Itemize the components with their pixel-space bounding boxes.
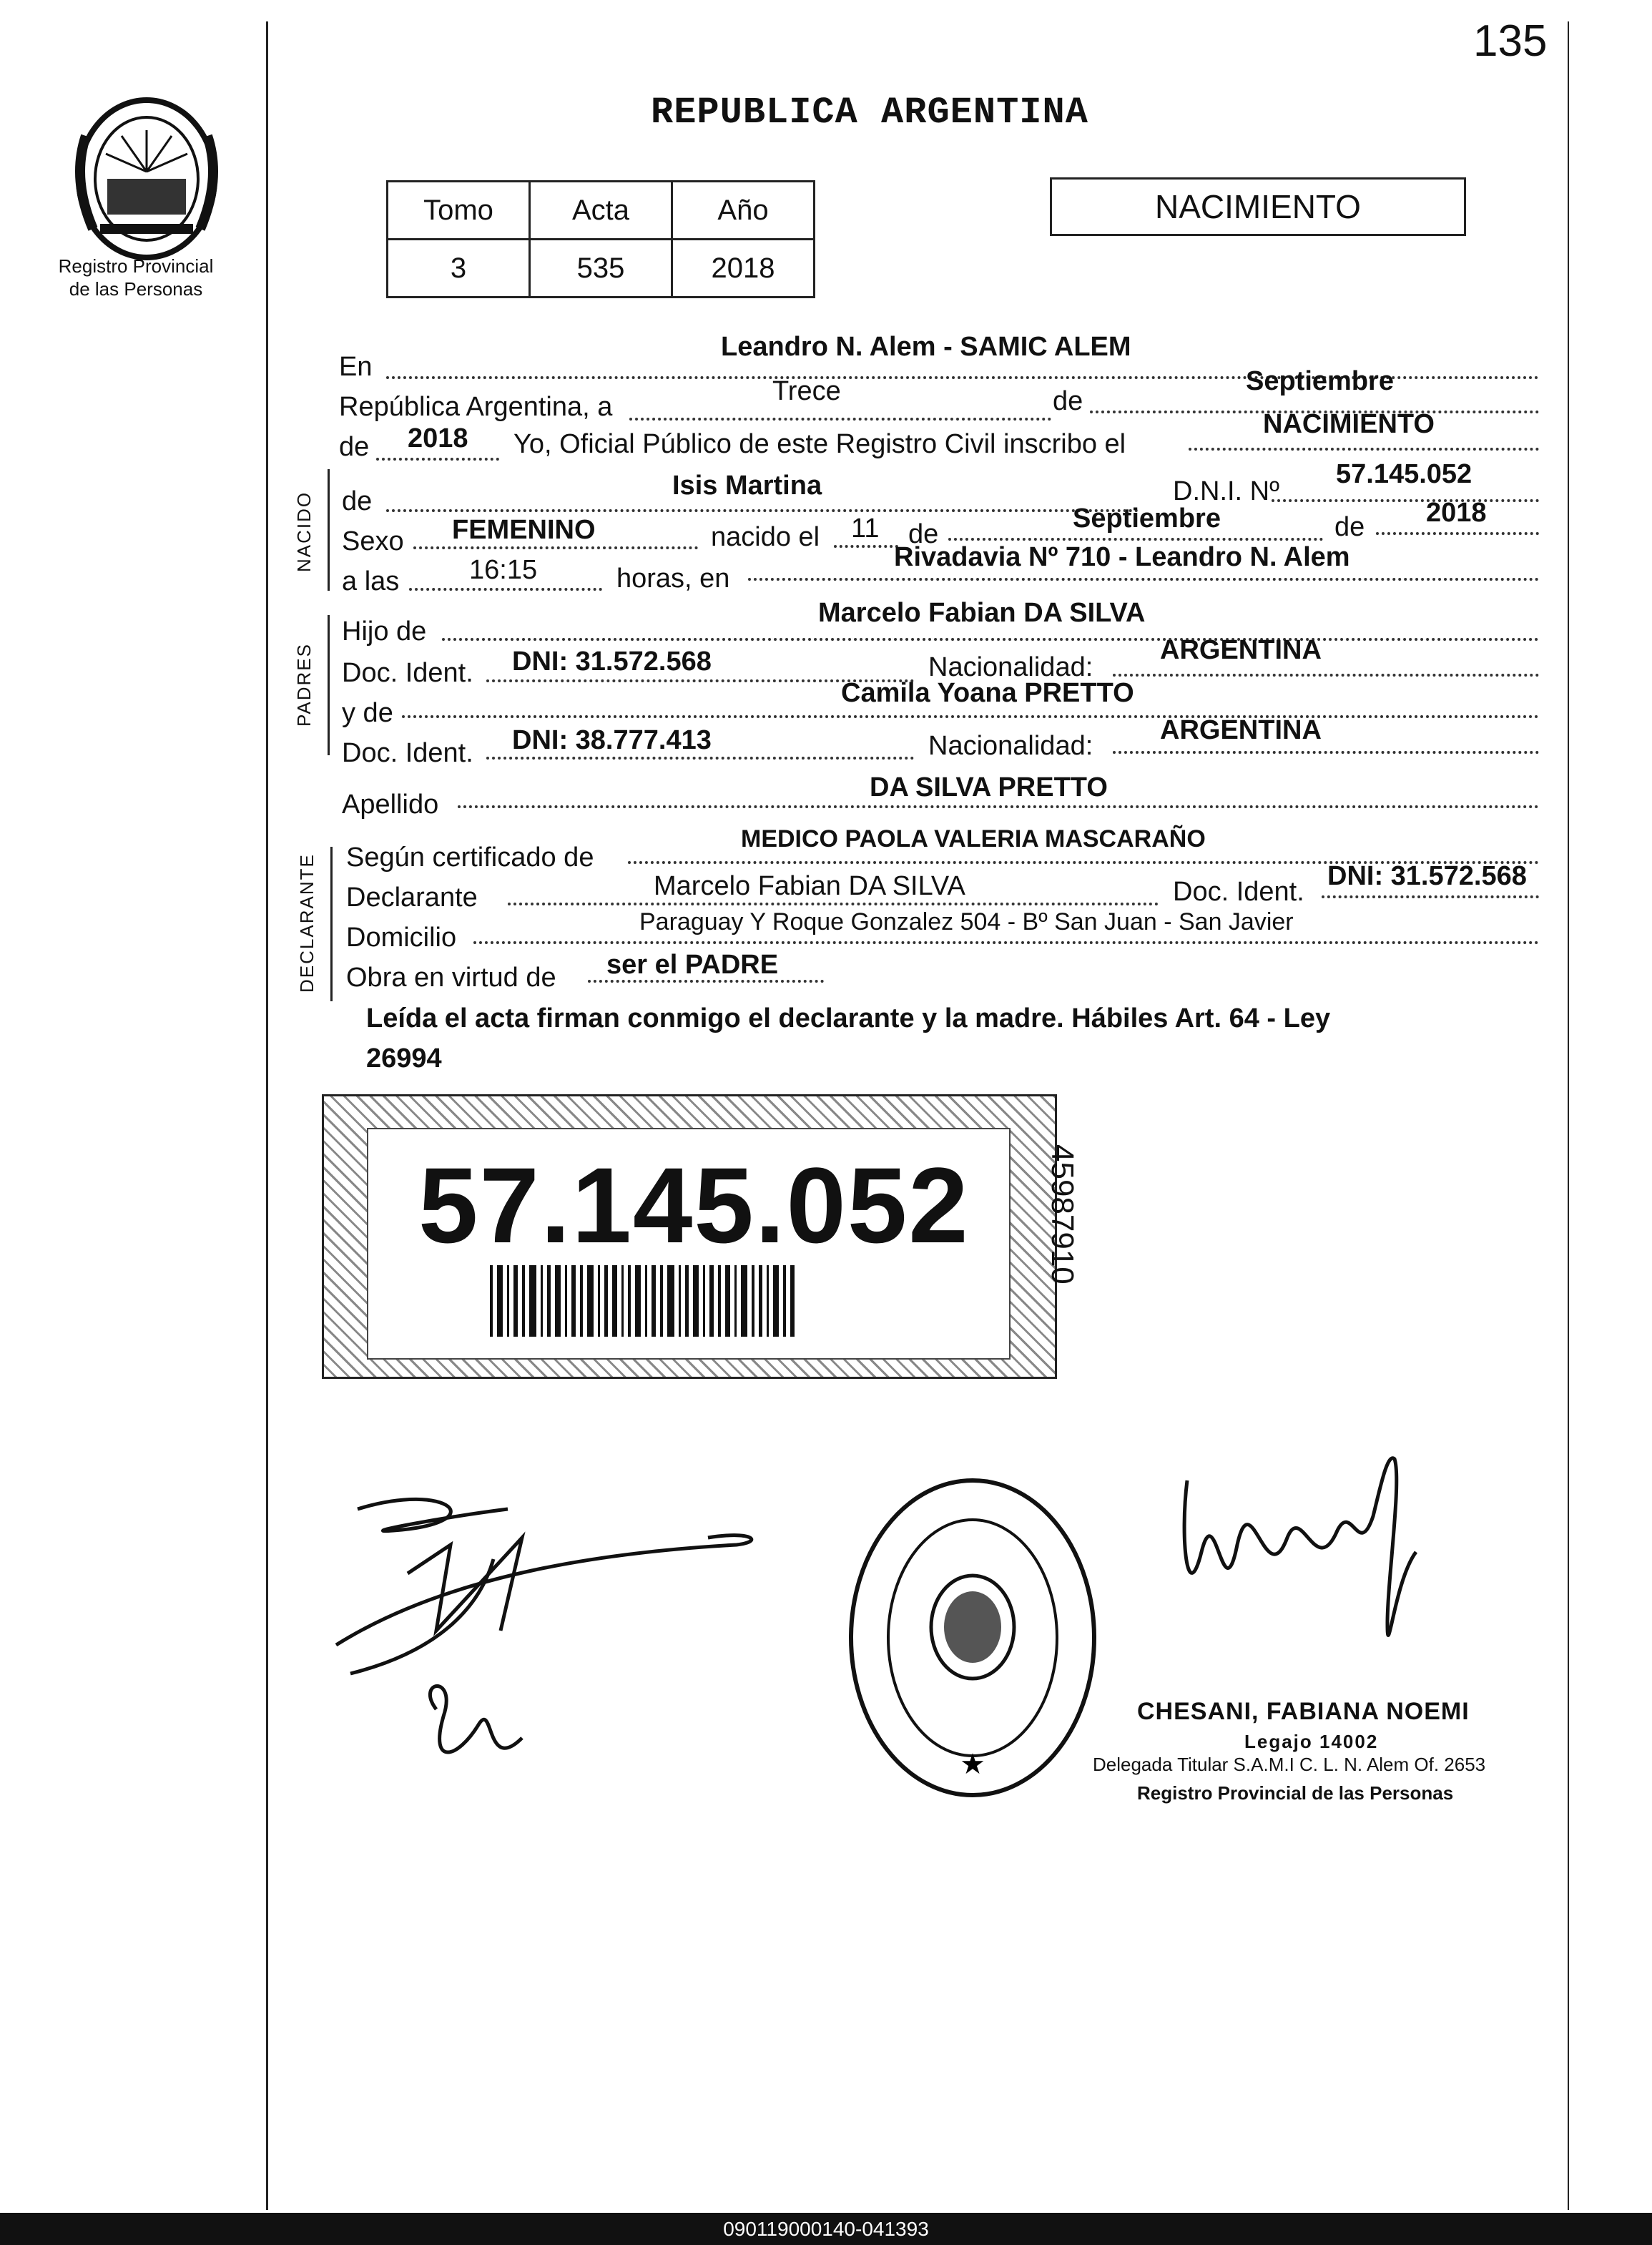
value-anio: 2018	[408, 423, 468, 453]
value-hora: 16:15	[469, 555, 538, 585]
label-obra: Obra en virtud de	[346, 963, 556, 993]
official-registro: Registro Provincial de las Personas	[1137, 1782, 1454, 1804]
dots-acto	[1189, 448, 1539, 451]
label-de-mes: de	[1053, 386, 1083, 416]
value-domicilio: Paraguay Y Roque Gonzalez 504 - Bº San Juan - San Javier	[639, 908, 1294, 935]
dots-dia	[629, 418, 1051, 421]
value-ano: 2018	[672, 240, 815, 298]
page-number: 135	[1473, 16, 1548, 66]
value-obra: ser el PADRE	[606, 950, 779, 980]
value-nac-anio: 2018	[1426, 498, 1487, 528]
label-de-nac-anio: de	[1334, 512, 1365, 542]
header-tomo: Tomo	[388, 182, 530, 240]
value-lugar: Leandro N. Alem - SAMIC ALEM	[721, 332, 1131, 362]
value-madre-nac: ARGENTINA	[1160, 715, 1322, 745]
label-apellido: Apellido	[342, 790, 439, 820]
footer-code: 090119000140-041393	[0, 2213, 1652, 2245]
label-domicilio: Domicilio	[346, 923, 457, 953]
registry-seal	[844, 1473, 1101, 1802]
label-yo: Yo, Oficial Público de este Registro Civil inscribo el	[513, 429, 1126, 459]
label-y-de: y de	[342, 698, 393, 728]
dots-apellido	[458, 805, 1539, 808]
registry-table	[386, 180, 815, 298]
logo-caption	[29, 255, 243, 300]
value-padre-nac: ARGENTINA	[1160, 635, 1322, 665]
dni-card-number: 57.145.052	[418, 1145, 970, 1265]
dots-domicilio	[473, 941, 1539, 944]
dots-nombre	[386, 509, 1139, 512]
value-nombre: Isis Martina	[672, 471, 822, 501]
province-logo	[57, 86, 236, 265]
label-horas-en: horas, en	[616, 564, 730, 594]
section-label-padres: PADRES	[293, 643, 315, 727]
svg-text:★: ★	[960, 1748, 985, 1781]
value-acta: 535	[530, 240, 672, 298]
label-republica: República Argentina, a	[339, 392, 613, 422]
section-label-nacido: NACIDO	[293, 491, 315, 572]
official-name: CHESANI, FABIANA NOEMI	[1137, 1698, 1470, 1725]
value-dni: 57.145.052	[1336, 459, 1472, 489]
act-type-box: NACIMIENTO	[1050, 177, 1466, 236]
label-nacionalidad-1: Nacionalidad:	[928, 652, 1093, 682]
dots-nac-lugar	[748, 578, 1539, 581]
label-segun: Según certificado de	[346, 843, 594, 873]
label-doc-ident-1: Doc. Ident.	[342, 658, 473, 688]
barcode	[490, 1265, 890, 1337]
section-line-declarante	[330, 847, 333, 1001]
dots-nac-anio	[1376, 532, 1539, 535]
label-de-nac-mes: de	[908, 519, 939, 549]
dots-nac-dia	[834, 545, 898, 548]
value-padre-dni: DNI: 31.572.568	[512, 647, 712, 677]
right-margin-line	[1568, 21, 1569, 2210]
label-hijo-de: Hijo de	[342, 616, 427, 647]
value-tomo: 3	[388, 240, 530, 298]
logo-caption-line2: de las Personas	[69, 278, 203, 300]
official-cargo: Delegada Titular S.A.M.I C. L. N. Alem Of. 2653	[1093, 1754, 1486, 1775]
dots-madre	[402, 715, 1539, 718]
document-title: REPUBLICA ARGENTINA	[651, 92, 1088, 134]
dni-label-inner	[367, 1128, 1011, 1360]
header-ano: Año	[672, 182, 815, 240]
dots-hora	[409, 588, 602, 591]
label-nacionalidad-2: Nacionalidad:	[928, 731, 1093, 761]
label-en: En	[339, 352, 373, 382]
section-line-nacido	[328, 469, 330, 591]
section-line-padres	[328, 615, 330, 755]
closing-statement-line1: Leída el acta firman conmigo el declarante y la madre. Hábiles Art. 64 - Ley	[366, 1003, 1331, 1033]
value-madre: Camila Yoana PRETTO	[841, 678, 1134, 708]
label-declarante: Declarante	[346, 883, 478, 913]
label-dni: D.N.I. Nº	[1173, 476, 1279, 506]
signature-official	[1173, 1438, 1430, 1681]
label-doc-ident-2: Doc. Ident.	[342, 738, 473, 768]
margin-line	[266, 21, 268, 2210]
dots-declarante-dni	[1322, 895, 1539, 898]
value-sexo: FEMENINO	[452, 515, 596, 545]
value-nac-mes: Septiembre	[1073, 503, 1221, 534]
dots-madre-nac	[1113, 751, 1539, 754]
value-declarante: Marcelo Fabian DA SILVA	[654, 871, 965, 901]
closing-statement	[366, 998, 1525, 1079]
value-dia: Trece	[772, 376, 841, 406]
value-madre-dni: DNI: 38.777.413	[512, 725, 712, 755]
dni-label-card	[322, 1094, 1057, 1379]
value-declarante-dni: DNI: 31.572.568	[1327, 861, 1527, 891]
label-sexo: Sexo	[342, 526, 404, 556]
label-nacido-el: nacido el	[711, 522, 820, 552]
logo-caption-line1: Registro Provincial	[58, 255, 214, 277]
dots-padre-nac	[1113, 674, 1539, 677]
dots-madre-dni	[486, 757, 914, 760]
dots-padre	[442, 638, 1539, 641]
label-de-anio: de	[339, 432, 370, 462]
value-mes: Septiembre	[1246, 366, 1394, 396]
dots-dni	[1272, 499, 1539, 502]
dots-declarante	[508, 903, 1159, 905]
dots-anio	[376, 458, 499, 461]
side-serial-number: 45987910	[1045, 1144, 1080, 1284]
value-acto: NACIMIENTO	[1263, 409, 1435, 439]
header-acta: Acta	[530, 182, 672, 240]
label-de-nombre: de	[342, 486, 373, 516]
section-label-declarante: DECLARANTE	[296, 853, 318, 993]
label-doc-ident-3: Doc. Ident.	[1173, 877, 1304, 907]
value-apellido: DA SILVA PRETTO	[870, 772, 1108, 802]
value-nac-lugar: Rivadavia Nº 710 - Leandro N. Alem	[894, 542, 1350, 572]
value-nac-dia: 11	[851, 514, 880, 544]
value-padre: Marcelo Fabian DA SILVA	[818, 598, 1146, 628]
signature-declarante	[308, 1466, 780, 1781]
label-a-las: a las	[342, 566, 400, 596]
value-certificado: MEDICO PAOLA VALERIA MASCARAÑO	[741, 825, 1206, 853]
official-legajo: Legajo 14002	[1244, 1731, 1379, 1752]
dots-nac-mes	[948, 538, 1323, 541]
closing-statement-line2: 26994	[366, 1043, 442, 1074]
dots-sexo	[413, 546, 698, 549]
